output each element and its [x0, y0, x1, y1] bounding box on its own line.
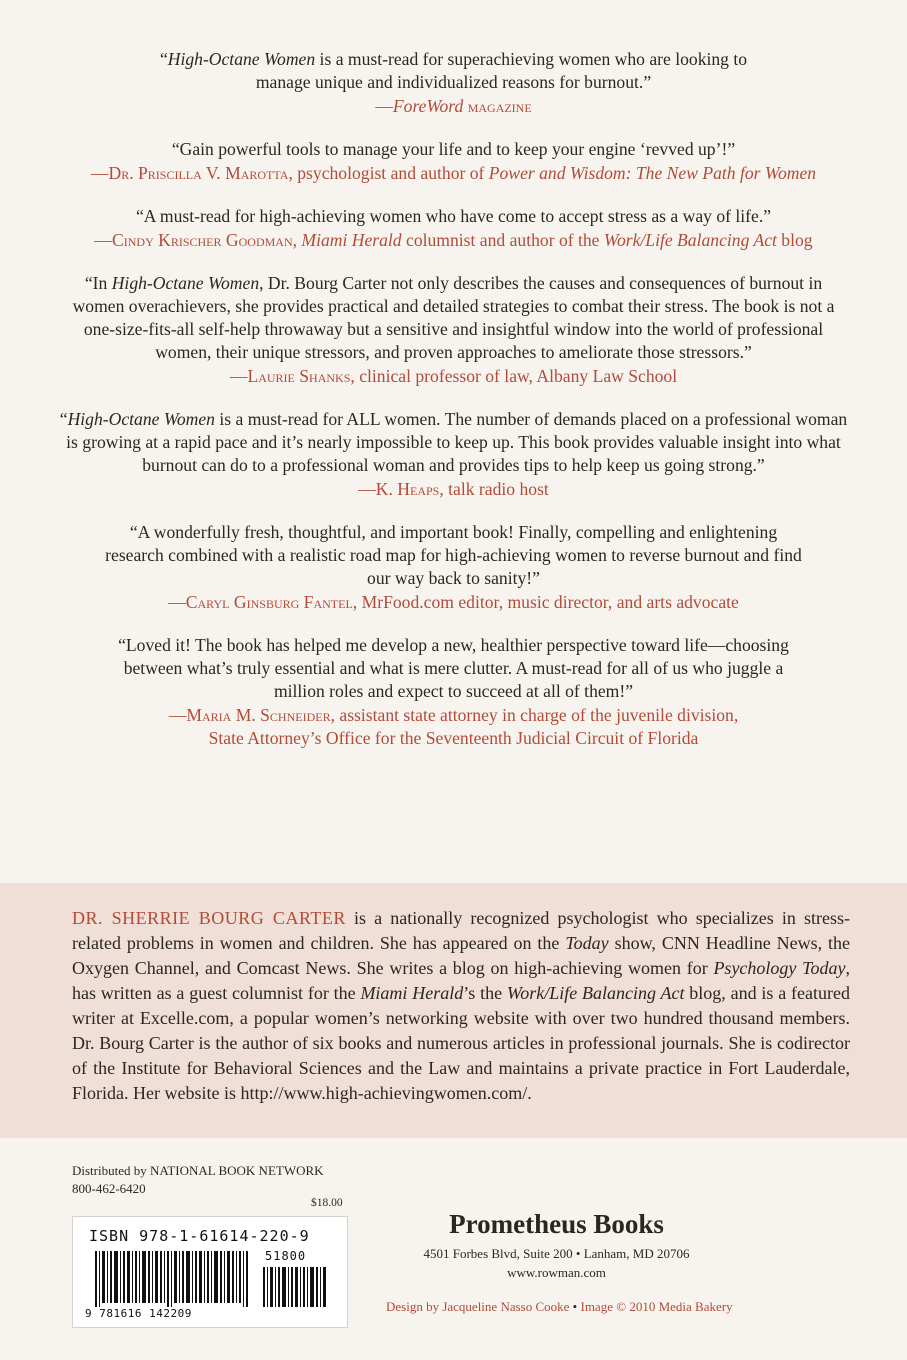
quote-1: “High-Octane Women is a must-read for superachieving women who are looking to manage unique and individualized reasons for burnout.” —ForeWord magazine [0, 48, 907, 118]
quote-text: is a must-read for ALL women. The number of demands placed on a professional woman is growing at a rapid pace and it’s nearly impossible to keep up. This book provides valuable insight into what burnout can do to a professional woman and provides tips to help keep us going strong.” [66, 409, 848, 475]
praise-section [0, 48, 907, 750]
barcode-icon [95, 1251, 255, 1307]
quote-text: “Gain powerful tools to manage your life and to keep your engine ‘revved up’!” [171, 139, 736, 159]
quote-2 [0, 138, 907, 185]
price-barcode-icon [263, 1267, 333, 1307]
author-name: DR. SHERRIE BOURG CARTER [72, 908, 346, 928]
quote-attribution: —Laurie Shanks, clinical professor of law, Albany Law School [229, 366, 678, 386]
price-code: 51800 [265, 1249, 307, 1263]
quote-7 [0, 634, 907, 750]
barcode-digits: 9 781616 142209 [85, 1307, 192, 1320]
book-title: High-Octane Women [67, 409, 215, 429]
distributor-phone: 800-462-6420 [72, 1181, 146, 1196]
quote-text: , Dr. Bourg Carter not only describes the causes and consequences of burnout in women overachievers, she provides practical and detailed strategies to combat their stress. The book is not a one-size-fits-all self-help throwaway but a sensitive and insightful window into the world of professional women, their unique stressors, and proven approaches to ameliorate those stressors.” [72, 273, 835, 362]
book-title: High-Octane Women [167, 49, 316, 69]
distributor-line: Distributed by NATIONAL BOOK NETWORK [72, 1163, 324, 1178]
price-label: $18.00 [311, 1197, 343, 1209]
publisher-url: www.rowman.com [507, 1265, 606, 1280]
publisher-block [398, 1208, 715, 1282]
quote-attribution: —Cindy Krischer Goodman, Miami Herald columnist and author of the Work/Life Balancing Act blog [94, 230, 813, 250]
quote-5: “High-Octane Women is a must-read for ALL women. The number of demands placed on a professional woman is growing at a rapid pace and it’s nearly impossible to keep up. This book provides valuable insight into what burnout can do to a professional woman and provides tips to help keep us going strong.” —K. Heaps, talk radio host [0, 408, 907, 501]
quote-6 [0, 521, 907, 614]
book-title: High-Octane Women [111, 273, 260, 293]
quote-attribution: —Caryl Ginsburg Fantel, MrFood.com editor, music director, and arts advocate [168, 592, 739, 612]
quote-text: is a must-read for superachieving women who are looking to manage unique and individualized reasons for burnout.” [255, 49, 748, 92]
quote-attribution: —Maria M. Schneider, assistant state attorney in charge of the juvenile division, State Attorney’s Office for the Seventeenth Judicial Circuit of Florida [168, 705, 739, 748]
publisher-name: Prometheus Books [449, 1209, 664, 1239]
isbn-barcode [72, 1216, 348, 1328]
author-bio: DR. SHERRIE BOURG CARTER is a nationally recognized psychologist who specializes in stress-related problems in women and children. She has appeared on the Today show, CNN Headline News, the Oxygen Channel, and Comcast News. She writes a blog on high-achieving women for Psychology Today, has written as a guest columnist for the Miami Herald’s the Work/Life Balancing Act blog, and is a featured writer at Excelle.com, a popular women’s networking website with over two hundred thousand members. Dr. Bourg Carter is the author of six books and numerous articles in professional journals. She is codirector of the Institute for Behavioral Sciences and the Law and maintains a private practice in Fort Lauderdale, Florida. Her website is http://www.high-achievingwomen.com/. [72, 908, 850, 1103]
publisher-address: 4501 Forbes Blvd, Suite 200 • Lanham, MD 20706 [423, 1246, 690, 1261]
quote-text: “A wonderfully fresh, thoughtful, and important book! Finally, compelling and enlightening research combined with a realistic road map for high-achieving women to reverse burnout and find our way back to sanity!” [105, 522, 802, 588]
quote-text: “A must-read for high-achieving women who have come to accept stress as a way of life.” [135, 206, 772, 226]
quote-attribution: —K. Heaps, talk radio host [358, 479, 549, 499]
quote-attribution: —ForeWord magazine [375, 96, 532, 116]
quote-3 [0, 205, 907, 252]
quote-text: “Loved it! The book has helped me develop a new, healthier perspective toward life—choosing between what’s truly essential and what is mere clutter. A must-read for all of us who juggle a million roles and expect to succeed at all of them!” [118, 635, 789, 701]
design-credit: Design by Jacqueline Nasso Cooke • Image © 2010 Media Bakery [386, 1299, 733, 1314]
quote-attribution: —Dr. Priscilla V. Marotta, psychologist and author of Power and Wisdom: The New Path for Women [90, 163, 817, 183]
distributor-info [72, 1162, 324, 1198]
quote-4: “In High-Octane Women, Dr. Bourg Carter not only describes the causes and consequences of burnout in women overachievers, she provides practical and detailed strategies to combat their stress. The book is not a one-size-fits-all self-help throwaway but a sensitive and insightful window into the world of professional women, their unique stressors, and proven approaches to ameliorate those stressors.” —Laurie Shanks, clinical professor of law, Albany Law School [0, 272, 907, 388]
isbn-number: ISBN 978-1-61614-220-9 [89, 1227, 310, 1245]
